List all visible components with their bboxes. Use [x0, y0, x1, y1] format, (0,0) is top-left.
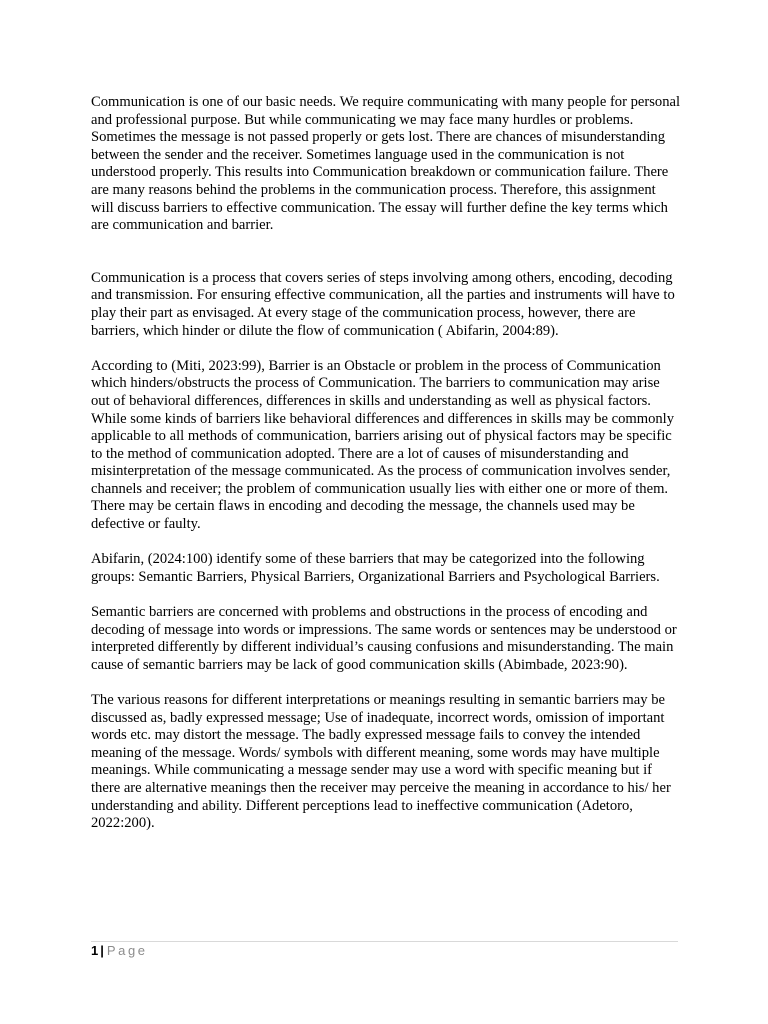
- paragraph-communication-definition: Communication is a process that covers series of steps involving among others, encoding, decoding and transmission. For ensuring effective communication, all the parties and instruments will have to play their part as envisaged. At every stage of the communication process, however, there are barriers, which hinder or dilute the flow of communication ( Abifarin, 2004:89).: [91, 269, 675, 339]
- footer-divider: [91, 941, 678, 942]
- paragraph-semantic-barriers: Semantic barriers are concerned with problems and obstructions in the process of encoding and decoding of message into words or impressions. The same words or sentences may be understood or interpreted differently by different individual’s causing confusions and misunderstanding. The main cause of semantic barriers may be lack of good communication skills (Abimbade, 2023:90).: [91, 604, 677, 673]
- footer-separator: |: [100, 943, 104, 958]
- page-footer: [91, 943, 148, 959]
- paragraph-barrier-definition: According to (Miti, 2023:99), Barrier is an Obstacle or problem in the process of Communication which hinders/obstructs the process of Communication. The barriers to communication may arise out of behavioral differences, differences in skills and understanding as well as physical factors. While some kinds of barriers like behavioral differences and differences in skills may be commonly applicable to all methods of communication, barriers arising out of physical factors may be specific to the method of communication adopted. There are a lot of causes of misunderstanding and misinterpretation of the message communicated. As the process of communication involves sender, channels and receiver; the problem of communication usually lies with either one or more of them. There may be certain flaws in encoding and decoding the message, the channels used may be defective or faulty.: [91, 357, 675, 533]
- document-body: [91, 94, 681, 833]
- paragraph-barrier-categories: Abifarin, (2024:100) identify some of these barriers that may be categorized into the following groups: Semantic Barriers, Physical Barriers, Organizational Barriers and Psychological Barriers.: [91, 551, 660, 585]
- page-number: 1: [91, 943, 99, 958]
- page-label: Page: [106, 943, 148, 958]
- paragraph-introduction: Communication is one of our basic needs. We require communicating with many people for personal and professional purpose. But while communicating we may face many hurdles or problems. Sometimes the message is not passed properly or gets lost. There are chances of misunderstanding between the sender and the receiver. Sometimes language used in the communication is not understood properly. This results into Communication breakdown or communication failure. There are many reasons behind the problems in the communication process. Therefore, this assignment will discuss barriers to effective communication. The essay will further define the key terms which are communication and barrier.: [91, 94, 681, 234]
- paragraph-semantic-reasons: The various reasons for different interpretations or meanings resulting in semantic barriers may be discussed as, badly expressed message; Use of inadequate, incorrect words, omission of important words etc. may distort the message. The badly expressed message fails to convey the intended meaning of the message. Words/ symbols with different meaning, some words may have multiple meanings. While communicating a message sender may use a word with specific meaning but if there are alternative meanings then the receiver may perceive the meaning in accordance to his/ her understanding and ability. Different perceptions lead to ineffective communication (Adetoro, 2022:200).: [91, 692, 671, 832]
